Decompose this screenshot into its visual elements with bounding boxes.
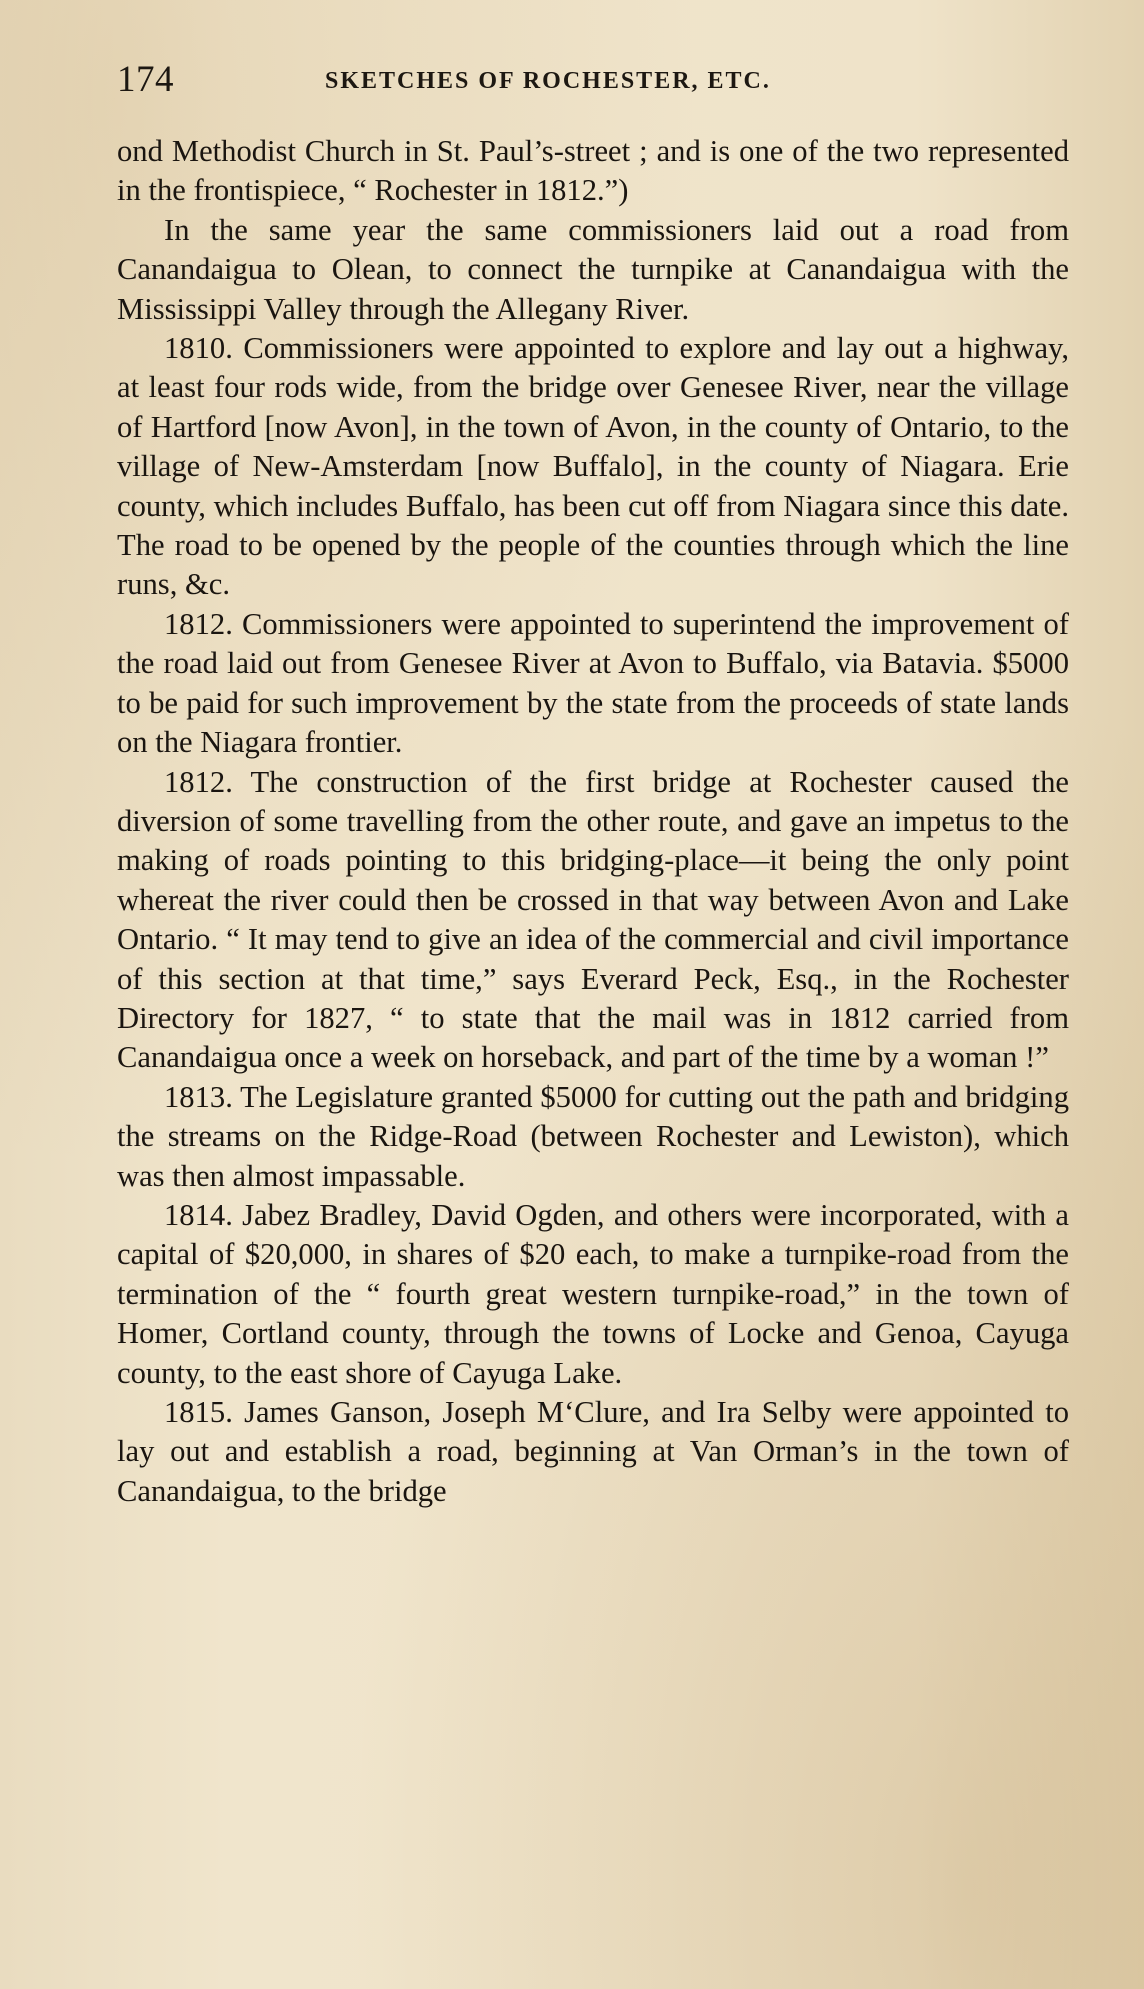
paragraph-1815: 1815. James Ganson, Joseph M‘Clure, and Ira Selby were appointed to lay out and establish a road, beginning at Van Orman’s in the town of Canandaigua, to the bridge: [117, 1395, 1069, 1508]
running-head: SKETCHES OF ROCHESTER, ETC.: [325, 68, 771, 94]
paragraph-1813: 1813. The Legislature granted $5000 for cutting out the path and bridging the streams on the Ridge-Road (between Rochester and Lewiston), which was then almost impassable.: [117, 1079, 1069, 1193]
body-text: [117, 132, 1069, 1511]
paragraph-1814: 1814. Jabez Bradley, David Ogden, and others were incorporated, with a capital of $20,000, in shares of $20 each, to make a turnpike-road from the termination of the “ fourth great western turnpike-road,” in the town of Homer, Cortland county, through the towns of Locke and Genoa, Cayuga county, to the east shore of Cayuga Lake.: [117, 1197, 1069, 1390]
paragraph-1812-commissioners: 1812. Commissioners were appointed to superintend the improvement of the road laid out from Genesee River at Avon to Buffalo, via Batavia. $5000 to be paid for such improvement by the state from the proceeds of state lands on the Niagara frontier.: [117, 606, 1069, 760]
page-header: [117, 58, 1077, 108]
paragraph-canandaigua-olean-road: In the same year the same commissioners laid out a road from Canandaigua to Olean, to connect the turnpike at Canandaigua with the Mississippi Valley through the Allegany River.: [117, 212, 1069, 326]
paragraph-continuation: ond Methodist Church in St. Paul’s-street ; and is one of the two represented in the frontispiece, “ Rochester in 1812.”): [117, 134, 1069, 208]
paragraph-1810: 1810. Commissioners were appointed to explore and lay out a highway, at least four rods wide, from the bridge over Genesee River, near the village of Hartford [now Avon], in the town of Avon, in the county of Ontario, to the village of New-Amsterdam [now Buffalo], in the county of Niagara. Erie county, which includes Buffalo, has been cut off from Niagara since this date. The road to be opened by the people of the counties through which the line runs, &c.: [117, 331, 1069, 602]
page-number: 174: [117, 59, 174, 100]
paragraph-1812-bridge: 1812. The construction of the first bridge at Rochester caused the diversion of some travelling from the other route, and gave an impetus to the making of roads pointing to this bridging-place—it being the only point whereat the river could then be crossed in that way between Avon and Lake Ontario. “ It may tend to give an idea of the commercial and civil importance of this section at that time,” says Everard Peck, Esq., in the Rochester Directory for 1827, “ to state that the mail was in 1812 carried from Canandaigua once a week on horseback, and part of the time by a woman !”: [117, 764, 1069, 1075]
